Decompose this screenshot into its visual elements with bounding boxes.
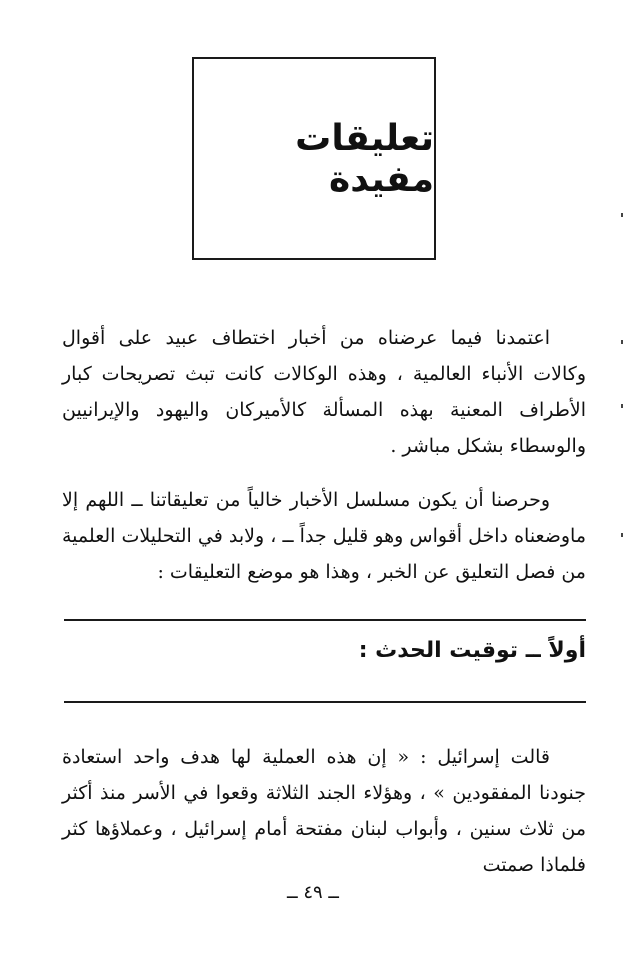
margin-mark-4 xyxy=(621,533,623,537)
paragraph-1: اعتمدنا فيما عرضناه من أخبار اختطاف عبيد على أقوال وكالات الأنباء العالمية ، وهذه الوكالات كانت تبث تصريحات كبار الأطراف المعنية بهذه المسألة كالأميركان واليهود والإيرانيين والوسطاء بشكل مباشر . xyxy=(62,327,586,457)
page-number: ــ ٤٩ ــ xyxy=(287,882,339,903)
chapter-title: تعليقات مفيدة xyxy=(295,117,434,200)
margin-mark-3 xyxy=(621,404,623,408)
section-rule-bottom xyxy=(64,701,586,703)
paragraph-2: وحرصنا أن يكون مسلسل الأخبار خالياً من تعليقاتنا ــ اللهم إلا ماوضعناه داخل أقواس وهو قليل جداً ــ ، ولابد في التحليلات العلمية من فصل التعليق عن الخبر ، وهذا هو موضع التعليقات : xyxy=(62,489,586,583)
margin-mark-2 xyxy=(621,340,623,344)
section-rule-top xyxy=(64,619,586,621)
paragraph-3: قالت إسرائيل : « إن هذه العملية لها هدف واحد استعادة جنودنا المفقودين » ، وهؤلاء الجند الثلاثة وقعوا في الأسر منذ أكثر من ثلاث سنين ، وأبواب لبنان مفتحة أمام إسرائيل ، وعملاؤها كثر فلماذا صمتت xyxy=(62,746,586,876)
chapter-title-box xyxy=(192,57,436,260)
margin-mark-1 xyxy=(621,213,623,217)
section-heading: أولاً ــ توقيت الحدث : xyxy=(358,638,586,663)
